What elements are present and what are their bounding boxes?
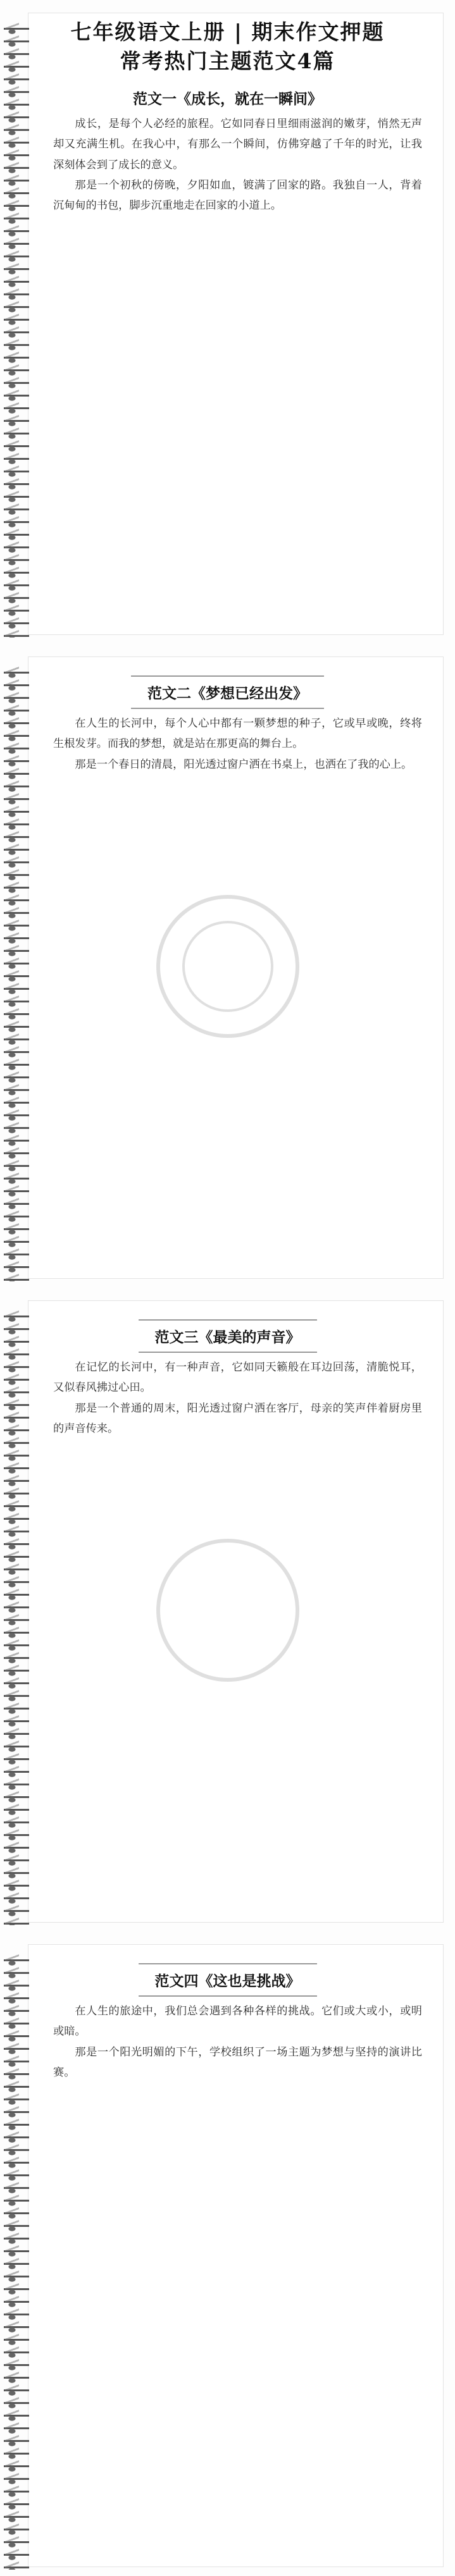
page-3 bbox=[0, 1288, 455, 1932]
spiral-binding bbox=[4, 25, 29, 638]
essay-4-paragraph: 在人生的旅途中，我们总会遇到各种各样的挑战。它们或大或小，或明或暗。 bbox=[53, 2005, 422, 2038]
essay-2-heading bbox=[0, 675, 455, 709]
page-1 bbox=[0, 0, 455, 644]
spiral-binding bbox=[4, 1313, 29, 1925]
essay-3-body bbox=[53, 1357, 422, 1914]
essay-4-heading bbox=[0, 1963, 455, 1997]
essay-2-heading-text: 范文二《梦想已经出发》 bbox=[131, 675, 324, 709]
page-2 bbox=[0, 644, 455, 1288]
essay-1-paragraph: 那是一个初秋的傍晚，夕阳如血，镀满了回家的路。我独自一人，背着沉甸甸的书包，脚步沉重地走在回家的小道上。 bbox=[53, 178, 422, 213]
essay-2-body bbox=[53, 713, 422, 1270]
essay-2-paragraph: 在人生的长河中，每个人心中都有一颗梦想的种子，它或早或晚，终将生根发芽。而我的梦想，就是站在那更高的舞台上。 bbox=[53, 717, 422, 751]
essay-4-heading-text: 范文四《这也是挑战》 bbox=[139, 1963, 317, 1997]
title-line-1: 七年级语文上册 | 期末作文押题 bbox=[70, 20, 385, 44]
essay-4-body bbox=[53, 2001, 422, 2558]
essay-1-heading: 范文一《成长，就在一瞬间》 bbox=[133, 90, 322, 108]
page-4 bbox=[0, 1932, 455, 2576]
title-line-2: 常考热门主题范文4篇 bbox=[120, 49, 335, 73]
essay-4-paragraph: 那是一个阳光明媚的下午，学校组织了一场主题为梦想与坚持的演讲比赛。 bbox=[53, 2045, 422, 2079]
essay-3-heading bbox=[0, 1319, 455, 1353]
document-title bbox=[0, 18, 455, 76]
essay-3-paragraph: 那是一个普通的周末，阳光透过窗户洒在客厅，母亲的笑声伴着厨房里的声音传来。 bbox=[53, 1402, 422, 1435]
spiral-binding bbox=[4, 1957, 29, 2570]
essay-1-body bbox=[53, 114, 422, 632]
essay-3-paragraph: 在记忆的长河中，有一种声音，它如同天籁般在耳边回荡，清脆悦耳，又似春风拂过心田。 bbox=[53, 1361, 422, 1395]
essay-1-paragraph: 成长，是每个人必经的旅程。它如同春日里细雨滋润的嫩芽，悄然无声却又充满生机。在我心中，有那么一个瞬间，仿佛穿越了千年的时光，让我深刻体会到了成长的意义。 bbox=[53, 118, 422, 171]
essay-3-heading-text: 范文三《最美的声音》 bbox=[139, 1319, 317, 1353]
spiral-binding bbox=[4, 669, 29, 1281]
essay-2-paragraph: 那是一个春日的清晨，阳光透过窗户洒在书桌上，也洒在了我的心上。 bbox=[75, 758, 413, 771]
